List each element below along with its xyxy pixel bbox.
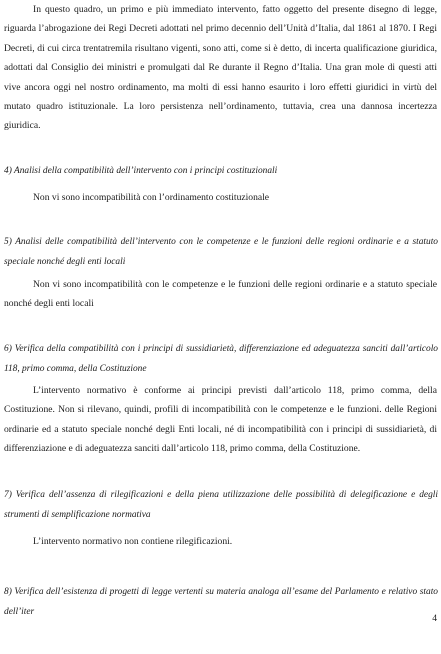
section-4-body: Non vi sono incompatibilità con l’ordinamento costituzionale bbox=[33, 192, 270, 203]
section-7-body: L’intervento normativo non contiene rilegificazioni. bbox=[33, 536, 233, 547]
section-5-body: Non vi sono incompatibilità con le competenze e le funzioni delle regioni ordinarie e a statuto speciale nonché degli enti locali bbox=[4, 279, 437, 310]
section-4-heading: 4) Analisi della compatibilità dell’intervento con i principi costituzionali bbox=[4, 166, 278, 176]
section-6-body: L’intervento normativo è conforme ai principi previsti dall’articolo 118, primo comma, della Costituzione. Non si rilevano, quindi, profili di incompatibilità con le competenze e le funzioni. delle Regioni ordinarie ed a statuto speciale nonché degli Enti locali, né di incompatibilità con i principi di sussidiarietà, di differenziazione e di adeguatezza sanciti dall’articolo 118, primo comma, della Costituzione. bbox=[4, 385, 437, 455]
page-number: 4 bbox=[432, 613, 437, 624]
section-5-heading: 5) Analisi delle compatibilità dell’intervento con le competenze e le funzioni delle regioni ordinarie e a statuto speciale nonché degli enti locali bbox=[4, 237, 438, 267]
intro-paragraph: In questo quadro, un primo e più immediato intervento, fatto oggetto del presente disegno di legge, riguarda l’abrogazione dei Regi Decreti adottati nel primo decennio dell’Unità d’Italia, dal 1861 al 1870. I Regi Decreti, di cui circa trentatremila risultano vigenti, sono atti, come si è detto, di incerta qualificazione giuridica, adottati dal Consiglio dei ministri e promulgati dal Re durante il Regno d’Italia. Una gran mole di questi atti vive ancora oggi nel nostro ordinamento, ma molti di essi hanno esaurito i loro effetti giuridici in virtù del mutato quadro istituzionale. La loro persistenza nell’ordinamento, tuttavia, crea una dannosa incertezza giuridica. bbox=[4, 4, 437, 132]
section-8-heading: 8) Verifica dell’esistenza di progetti di legge vertenti su materia analoga all’esame del Parlamento e relativo stato dell’iter bbox=[4, 587, 438, 617]
section-6-heading: 6) Verifica della compatibilità con i principi di sussidiarietà, differenziazione ed adeguatezza sanciti dall’articolo 118, primo comma, della Costituzione bbox=[4, 344, 438, 374]
section-7-heading: 7) Verifica dell’assenza di rilegificazioni e della piena utilizzazione delle possibilità di delegificazione e degli strumenti di semplificazione normativa bbox=[4, 490, 438, 520]
